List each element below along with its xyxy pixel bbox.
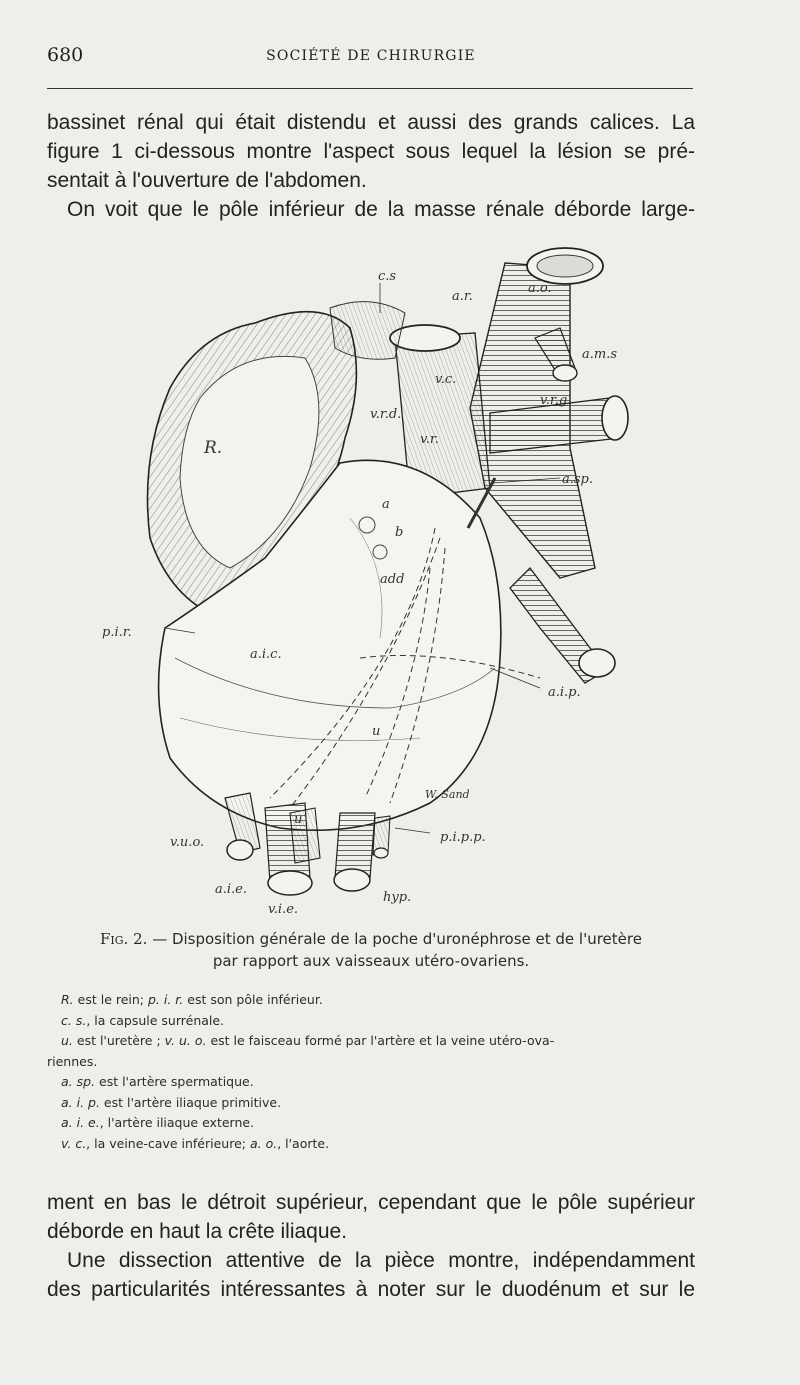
figure-drawing xyxy=(90,238,650,928)
legend-abbr: u. xyxy=(61,1033,73,1048)
legend-entry xyxy=(47,1011,697,1032)
label-hyp: hyp. xyxy=(383,890,412,905)
legend-entry xyxy=(47,1134,697,1155)
page-number: 680 xyxy=(47,44,84,66)
label-aie: a.i.e. xyxy=(215,882,247,897)
anatomical-figure xyxy=(90,238,650,928)
label-vrd: v.r.d. xyxy=(370,407,402,422)
legend-text: est l'artère iliaque primitive. xyxy=(99,1094,282,1110)
running-title: SOCIÉTÉ DE CHIRURGIE xyxy=(266,48,476,64)
label-pir: p.i.r. xyxy=(102,625,132,640)
text-line: On voit que le pôle inférieur de la masse rénale déborde large- xyxy=(67,198,695,221)
legend-abbr: R. xyxy=(61,992,74,1007)
label-vie: v.i.e. xyxy=(268,902,299,917)
legend-text: riennes. xyxy=(47,1053,98,1069)
legend-entry xyxy=(47,990,697,1011)
legend-text: est le rein; xyxy=(73,992,148,1007)
label-b: b xyxy=(395,525,404,540)
legend-text: est son pôle inférieur. xyxy=(183,992,323,1007)
running-head xyxy=(47,44,695,74)
label-add: add xyxy=(380,572,405,587)
legend-abbr: c. s. xyxy=(61,1012,87,1028)
body-text-top xyxy=(47,108,695,224)
label-u-low: u xyxy=(294,812,303,827)
body-text-bottom xyxy=(47,1188,695,1304)
artist-signature: W. Sand xyxy=(425,788,470,801)
label-aip: a.i.p. xyxy=(548,685,581,700)
label-ao: a.o. xyxy=(528,281,552,296)
label-vc: v.c. xyxy=(435,372,457,387)
legend-abbr: a. i. e. xyxy=(61,1115,100,1130)
legend-abbr: a. i. p. xyxy=(61,1094,100,1110)
label-vrg: v.r.g. xyxy=(540,393,572,408)
text-line: figure 1 ci-dessous montre l'aspect sous lequel la lésion se pré- xyxy=(47,140,695,163)
legend-text: est le faisceau formé par l'artère et la veine utéro-ova- xyxy=(206,1033,555,1048)
label-ams: a.m.s xyxy=(582,347,618,362)
label-vuo: v.u.o. xyxy=(170,835,205,850)
legend-entry xyxy=(47,1113,697,1134)
legend-abbr: p. i. r. xyxy=(148,992,184,1007)
label-a: a xyxy=(382,497,390,512)
caption-text-1: — Disposition générale de la poche d'uronéphrose et de l'uretère xyxy=(152,930,642,948)
legend-entry xyxy=(47,1031,697,1072)
label-cs: c.s xyxy=(378,269,397,284)
caption-figure-number: Fig. 2. xyxy=(100,930,148,948)
text-line: des particularités intéressantes à noter sur le duodénum et sur le xyxy=(47,1278,695,1301)
legend-text: est l'uretère ; xyxy=(72,1033,165,1048)
legend-text: , la veine-cave inférieure; xyxy=(86,1135,250,1151)
label-pipp: p.i.p.p. xyxy=(440,830,486,845)
legend-text: , l'artère iliaque externe. xyxy=(99,1115,255,1130)
text-line: bassinet rénal qui était distendu et aussi des grands calices. La xyxy=(47,111,695,134)
legend-entry xyxy=(47,1093,697,1114)
label-aic: a.i.c. xyxy=(250,647,282,662)
figure-legend xyxy=(47,990,697,1154)
legend-abbr: v. c. xyxy=(61,1135,87,1151)
text-line: Une dissection attentive de la pièce montre, indépendamment xyxy=(67,1249,695,1272)
legend-abbr: a. o. xyxy=(249,1135,278,1151)
label-R: R. xyxy=(204,438,223,458)
label-u-mid: u xyxy=(372,724,381,739)
text-line: sentait à l'ouverture de l'abdomen. xyxy=(47,169,367,192)
iliac-artery xyxy=(510,568,615,683)
legend-abbr: a. sp. xyxy=(61,1074,96,1089)
figure-caption xyxy=(47,928,695,972)
text-line: déborde en haut la crête iliaque. xyxy=(47,1220,348,1243)
label-asp: a.sp. xyxy=(562,472,594,487)
caption-line-1 xyxy=(47,928,695,950)
legend-text: , la capsule surrénale. xyxy=(86,1012,225,1028)
label-vr: v.r. xyxy=(420,432,439,447)
caption-text-2: par rapport aux vaisseaux utéro-ovariens. xyxy=(212,952,530,970)
legend-text: , l'aorte. xyxy=(277,1135,330,1151)
text-line: ment en bas le détroit supérieur, cependant que le pôle supérieur xyxy=(47,1191,695,1214)
legend-abbr: v. u. o. xyxy=(164,1033,207,1048)
header-rule xyxy=(47,88,693,89)
legend-entry xyxy=(47,1072,697,1093)
legend-text: est l'artère spermatique. xyxy=(95,1074,254,1089)
label-ar: a.r. xyxy=(452,289,473,304)
